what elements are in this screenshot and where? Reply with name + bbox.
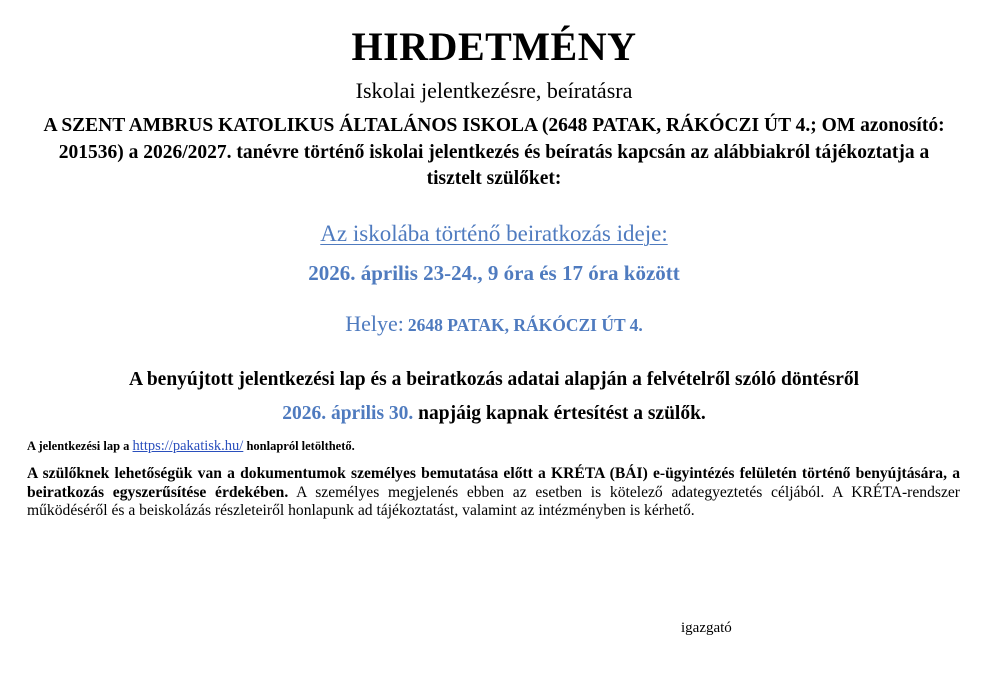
enrollment-date: 2026. április 23-24., 9 óra és 17 óra között [308, 261, 680, 285]
notification-line [0, 400, 988, 428]
enrollment-heading [0, 219, 988, 249]
notification-date: 2026. április 30. [282, 403, 414, 424]
kreta-paragraph [27, 465, 960, 521]
enrollment-heading-text: Az iskolába történő beiratkozás ideje: [320, 221, 668, 246]
page-subtitle: Iskolai jelentkezésre, beíratásra [355, 78, 633, 103]
download-note [27, 436, 957, 456]
kreta-bold-text: A szülőknek lehetőségük van a dokumentumok személyes bemutatása előtt a KRÉTA (BÁI) e-ügyintézés felületén történő benyújtására, a beiratkozás egyszerűsítése érdekében. [27, 465, 960, 501]
enrollment-place [0, 309, 988, 342]
place-label: Helye: [345, 311, 404, 336]
download-suffix: honlapról letölthető. [246, 439, 355, 453]
website-link[interactable]: https://pakatisk.hu/ [132, 438, 244, 454]
place-value: 2648 PATAK, RÁKÓCZI ÚT 4. [407, 315, 643, 335]
page-title: HIRDETMÉNY [351, 24, 637, 69]
signature-title: igazgató [681, 620, 732, 636]
notification-text: napjáig kapnak értesítést a szülők. [418, 403, 706, 424]
download-prefix: A jelentkezési lap a [27, 439, 130, 453]
decision-text: A benyújtott jelentkezési lap és a beiratkozás adatai alapján a felvételről szóló döntésről [128, 369, 860, 390]
intro-paragraph: A SZENT AMBRUS KATOLIKUS ÁLTALÁNOS ISKOLA (2648 PATAK, RÁKÓCZI ÚT 4.; OM azonosító: 201536) a 2026/2027. tanévre történő iskolai jelentkezés és beíratás kapcsán az alábbiakról tájékoztatja a tisztelt szülőket: [43, 115, 945, 189]
kreta-rest-text: A személyes megjelenés ebben az esetben is kötelező adategyeztetés céljából. A KRÉTA-rendszer működéséről és a beiskolázás részleteiről honlapunk ad tájékoztatást, valamint az intézményben is kérhető. [27, 483, 960, 519]
